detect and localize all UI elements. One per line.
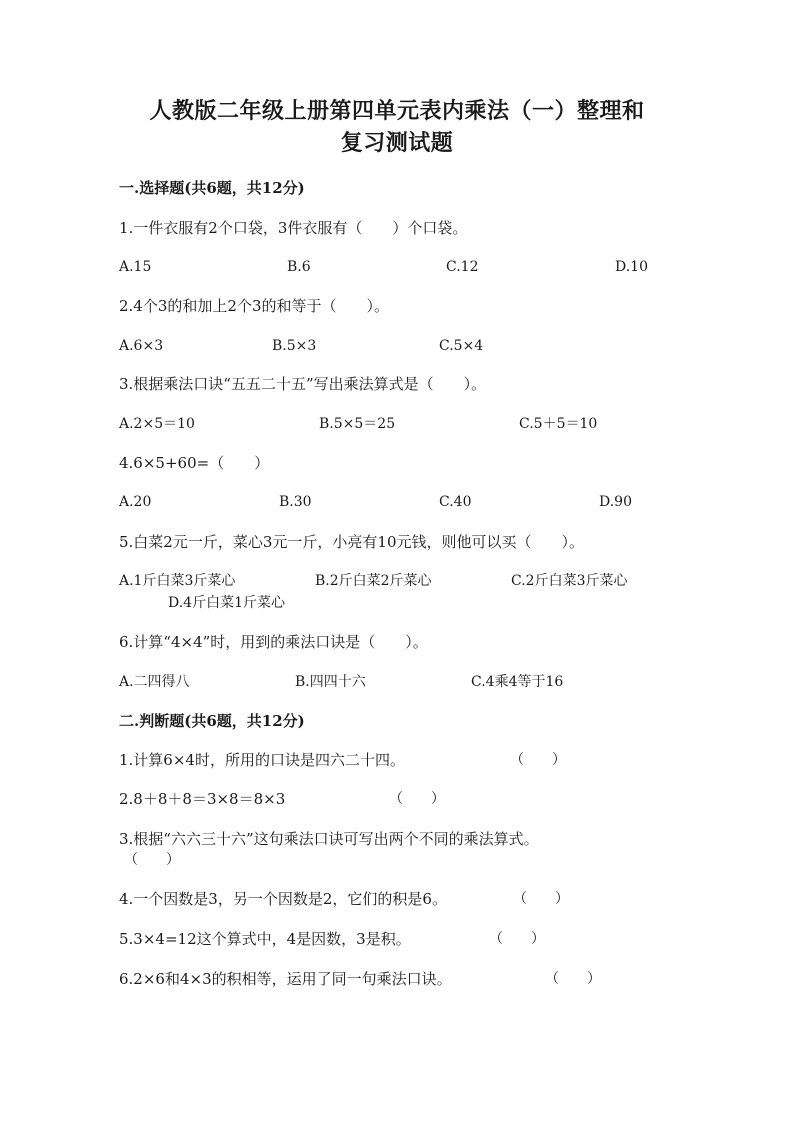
page-title-line-2: 复习测试题 (340, 130, 454, 156)
option-a: A.6×3 (119, 338, 164, 354)
choice-question-2: 2.4个3的和加上2个3的和等于（ ）。 (119, 297, 389, 315)
choice-question-6: 6.计算“4×4”时，用到的乘法口诀是（ ）。 (119, 633, 428, 651)
page-title-line-1: 人教版二年级上册第四单元表内乘法（一）整理和 (149, 98, 645, 124)
judgment-question-1: 1.计算6×4时，所用的口诀是四六二十四。 (119, 751, 405, 769)
choice-question-1: 1.一件衣服有2个口袋，3件衣服有（ ）个口袋。 (119, 219, 468, 237)
option-a: A.2×5＝10 (119, 416, 195, 432)
choice-question-5: 5.白菜2元一斤，菜心3元一斤，小亮有10元钱，则他可以买（ ）。 (119, 533, 584, 551)
option-b: B.5×5＝25 (319, 416, 396, 432)
option-c: C.40 (439, 494, 472, 510)
choice-question-3: 3.根据乘法口诀“五五二十五”写出乘法算式是（ ）。 (119, 375, 487, 393)
answer-blank: （ ） (124, 852, 180, 868)
option-a: A.15 (119, 259, 152, 275)
option-c: C.5＋5＝10 (519, 416, 598, 432)
option-d: D.4斤白菜1斤菜心 (168, 595, 285, 611)
option-a: A.二四得八 (119, 674, 190, 690)
option-a: A.1斤白菜3斤菜心 (119, 573, 236, 589)
answer-blank: （ ） (389, 791, 445, 807)
option-d: D.10 (615, 259, 648, 275)
option-b: B.6 (287, 259, 311, 275)
option-b: B.5×3 (272, 338, 317, 354)
option-c: C.12 (446, 259, 479, 275)
section-heading-judgment: 二.判断题(共6题，共12分) (119, 712, 305, 730)
option-c: C.4乘4等于16 (471, 674, 564, 690)
option-b: B.30 (279, 494, 312, 510)
judgment-question-6: 6.2×6和4×3的积相等，运用了同一句乘法口诀。 (119, 970, 452, 988)
option-d: D.90 (599, 494, 632, 510)
choice-question-4: 4.6×5+60=（ ） (119, 454, 270, 472)
option-a: A.20 (119, 494, 152, 510)
answer-blank: （ ） (489, 931, 545, 947)
answer-blank: （ ） (510, 752, 566, 768)
option-b: B.2斤白菜2斤菜心 (315, 573, 432, 589)
option-c: C.5×4 (439, 338, 484, 354)
judgment-question-5: 5.3×4=12这个算式中，4是因数，3是积。 (119, 930, 411, 948)
answer-blank: （ ） (545, 971, 601, 987)
option-b: B.四四十六 (295, 674, 366, 690)
judgment-question-4: 4.一个因数是3，另一个因数是2，它们的积是6。 (119, 890, 447, 908)
answer-blank: （ ） (513, 891, 569, 907)
section-heading-choice: 一.选择题(共6题，共12分) (119, 179, 305, 197)
judgment-question-3: 3.根据“六六三十六”这句乘法口诀可写出两个不同的乘法算式。 (119, 830, 539, 848)
option-c: C.2斤白菜3斤菜心 (511, 573, 628, 589)
judgment-question-2: 2.8＋8＋8＝3×8＝8×3 (119, 790, 286, 808)
